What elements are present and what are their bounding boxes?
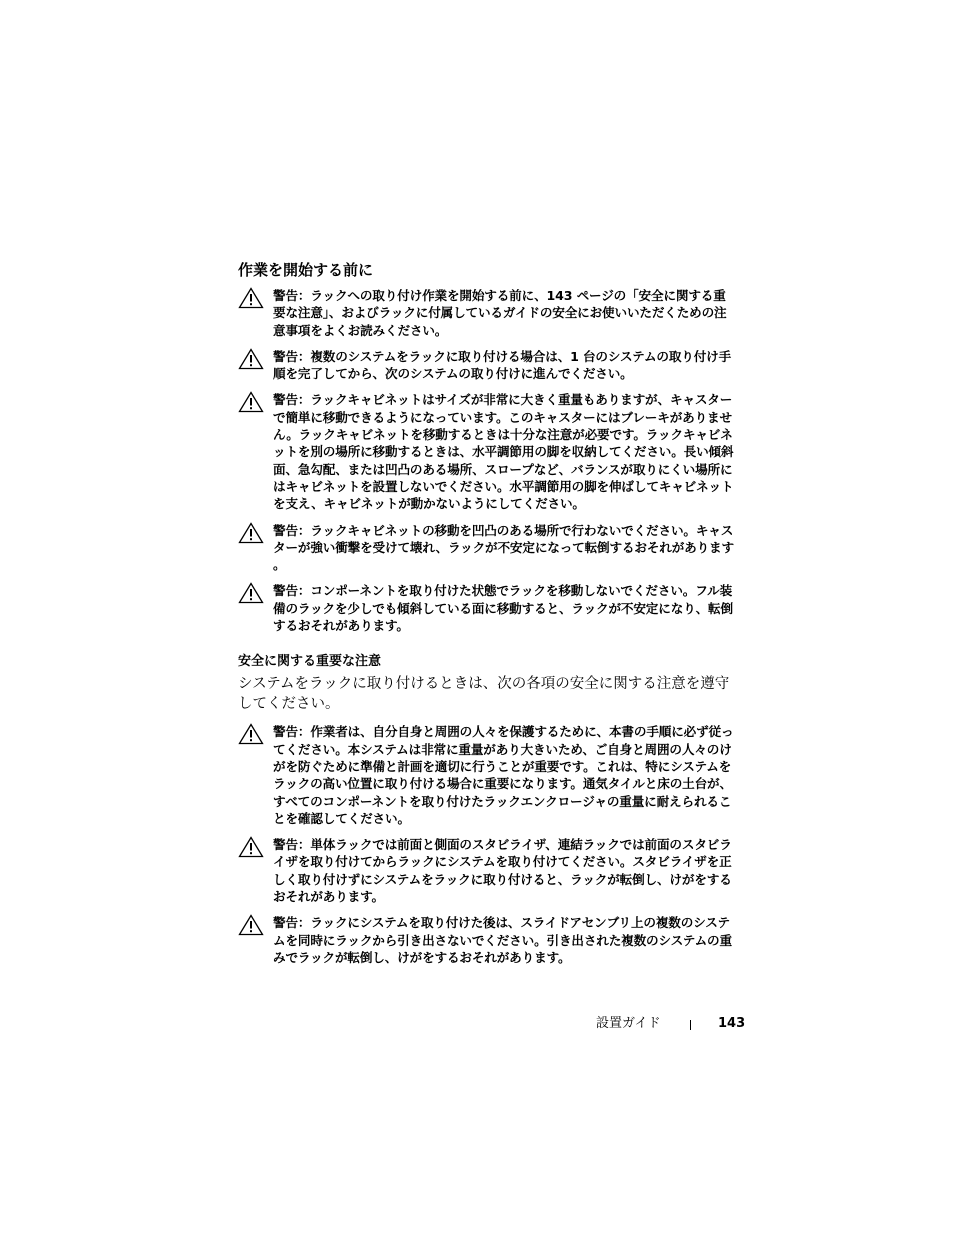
warning-triangle-icon [238, 287, 264, 309]
intro-paragraph: システムをラックに取り付けるときは、次の各項の安全に関する注意を遵守してください。 [238, 676, 730, 712]
warning-block [238, 522, 738, 574]
warning-text: 警告：ラックキャビネットの移動を凹凸のある場所で行わないでください。キャスターが強い衝撃を受けて壊れ、ラックが不安定になって転倒するおそれがあります。 [273, 522, 734, 573]
warning-block [238, 723, 738, 827]
warning-block [238, 287, 738, 339]
section-spacer [238, 643, 738, 653]
footer-separator [690, 1020, 691, 1030]
warning-triangle-icon [238, 348, 264, 370]
warning-block [238, 391, 738, 512]
footer-doc-title: 設置ガイド [596, 1016, 661, 1031]
page-content [238, 260, 738, 975]
warning-triangle-icon [238, 914, 264, 936]
warning-text: 警告：単体ラックでは前面と側面のスタビライザ、連結ラックでは前面のスタビライザを取り付けてからラックにシステムを取り付けてください。スタビライザを正しく取り付けずにシステムをラックに取り付けると、ラックが転倒し、けがをするおそれがあります。 [273, 837, 732, 905]
warning-text: 警告：ラックへの取り付け作業を開始する前に、143 ページの「安全に関する重要な注意」、およびラックに付属しているガイドの安全にお使いいただくための注意事項をよくお読みください。 [273, 288, 727, 338]
warning-block [238, 582, 738, 634]
warning-block [238, 914, 738, 966]
warning-text: 警告：ラックにシステムを取り付けた後は、スライドアセンブリ上の複数のシステムを同時にラックから引き出さないでください。引き出された複数のシステムの重みでラックが転倒し、けがをするおそれがあります。 [273, 915, 732, 965]
warning-triangle-icon [238, 391, 264, 413]
page-footer [596, 1014, 746, 1034]
warning-text: 警告：コンポーネントを取り付けた状態でラックを移動しないでください。フル装備のラックを少しでも傾斜している面に移動すると、ラックが不安定になり、転倒するおそれがあります。 [273, 583, 733, 634]
warning-text: 警告：複数のシステムをラックに取り付ける場合は、1 台のシステムの取り付け手順を完了してから、次のシステムの取り付けに進んでください。 [273, 348, 732, 382]
warning-triangle-icon [238, 723, 264, 745]
warning-triangle-icon [238, 522, 264, 544]
warning-triangle-icon [238, 582, 264, 604]
section-heading-important-safety: 安全に関する重要な注意 [238, 654, 382, 670]
section-heading-before-you-begin: 作業を開始する前に [238, 261, 374, 279]
page-number: 143 [718, 1016, 746, 1031]
warning-text: 警告：ラックキャビネットはサイズが非常に大きく重量もありますが、キャスターで簡単に移動できるようになっています。このキャスターにはブレーキがありません。ラックキャビネットを移動するときは十分な注意が必要です。ラックキャビネットを別の場所に移動するときは、水平調節用の脚を収納してください。長い傾斜面、急勾配、または凹凸のある場所、スロープなど、バランスが取りにくい場所にはキャビネットを設置しないでください。水平調節用の脚を伸ばしてキャビネットを支え、キャビネットが動かないようにしてください。 [273, 392, 734, 512]
warning-triangle-icon [238, 836, 264, 858]
warning-block [238, 836, 738, 905]
warning-text: 警告：作業者は、自分自身と周囲の人々を保護するために、本書の手順に必ず従ってください。本システムは非常に重量があり大きいため、ご自身と周囲の人々のけがを防ぐために準備と計画を適切に行うことが重要です。これは、特にシステムをラックの高い位置に取り付ける場合に重要になります。通気タイルと床の土台が、すべてのコンポーネントを取り付けたラックエンクロージャの重量に耐えられることを確認してください。 [273, 724, 734, 826]
warning-block [238, 348, 738, 383]
